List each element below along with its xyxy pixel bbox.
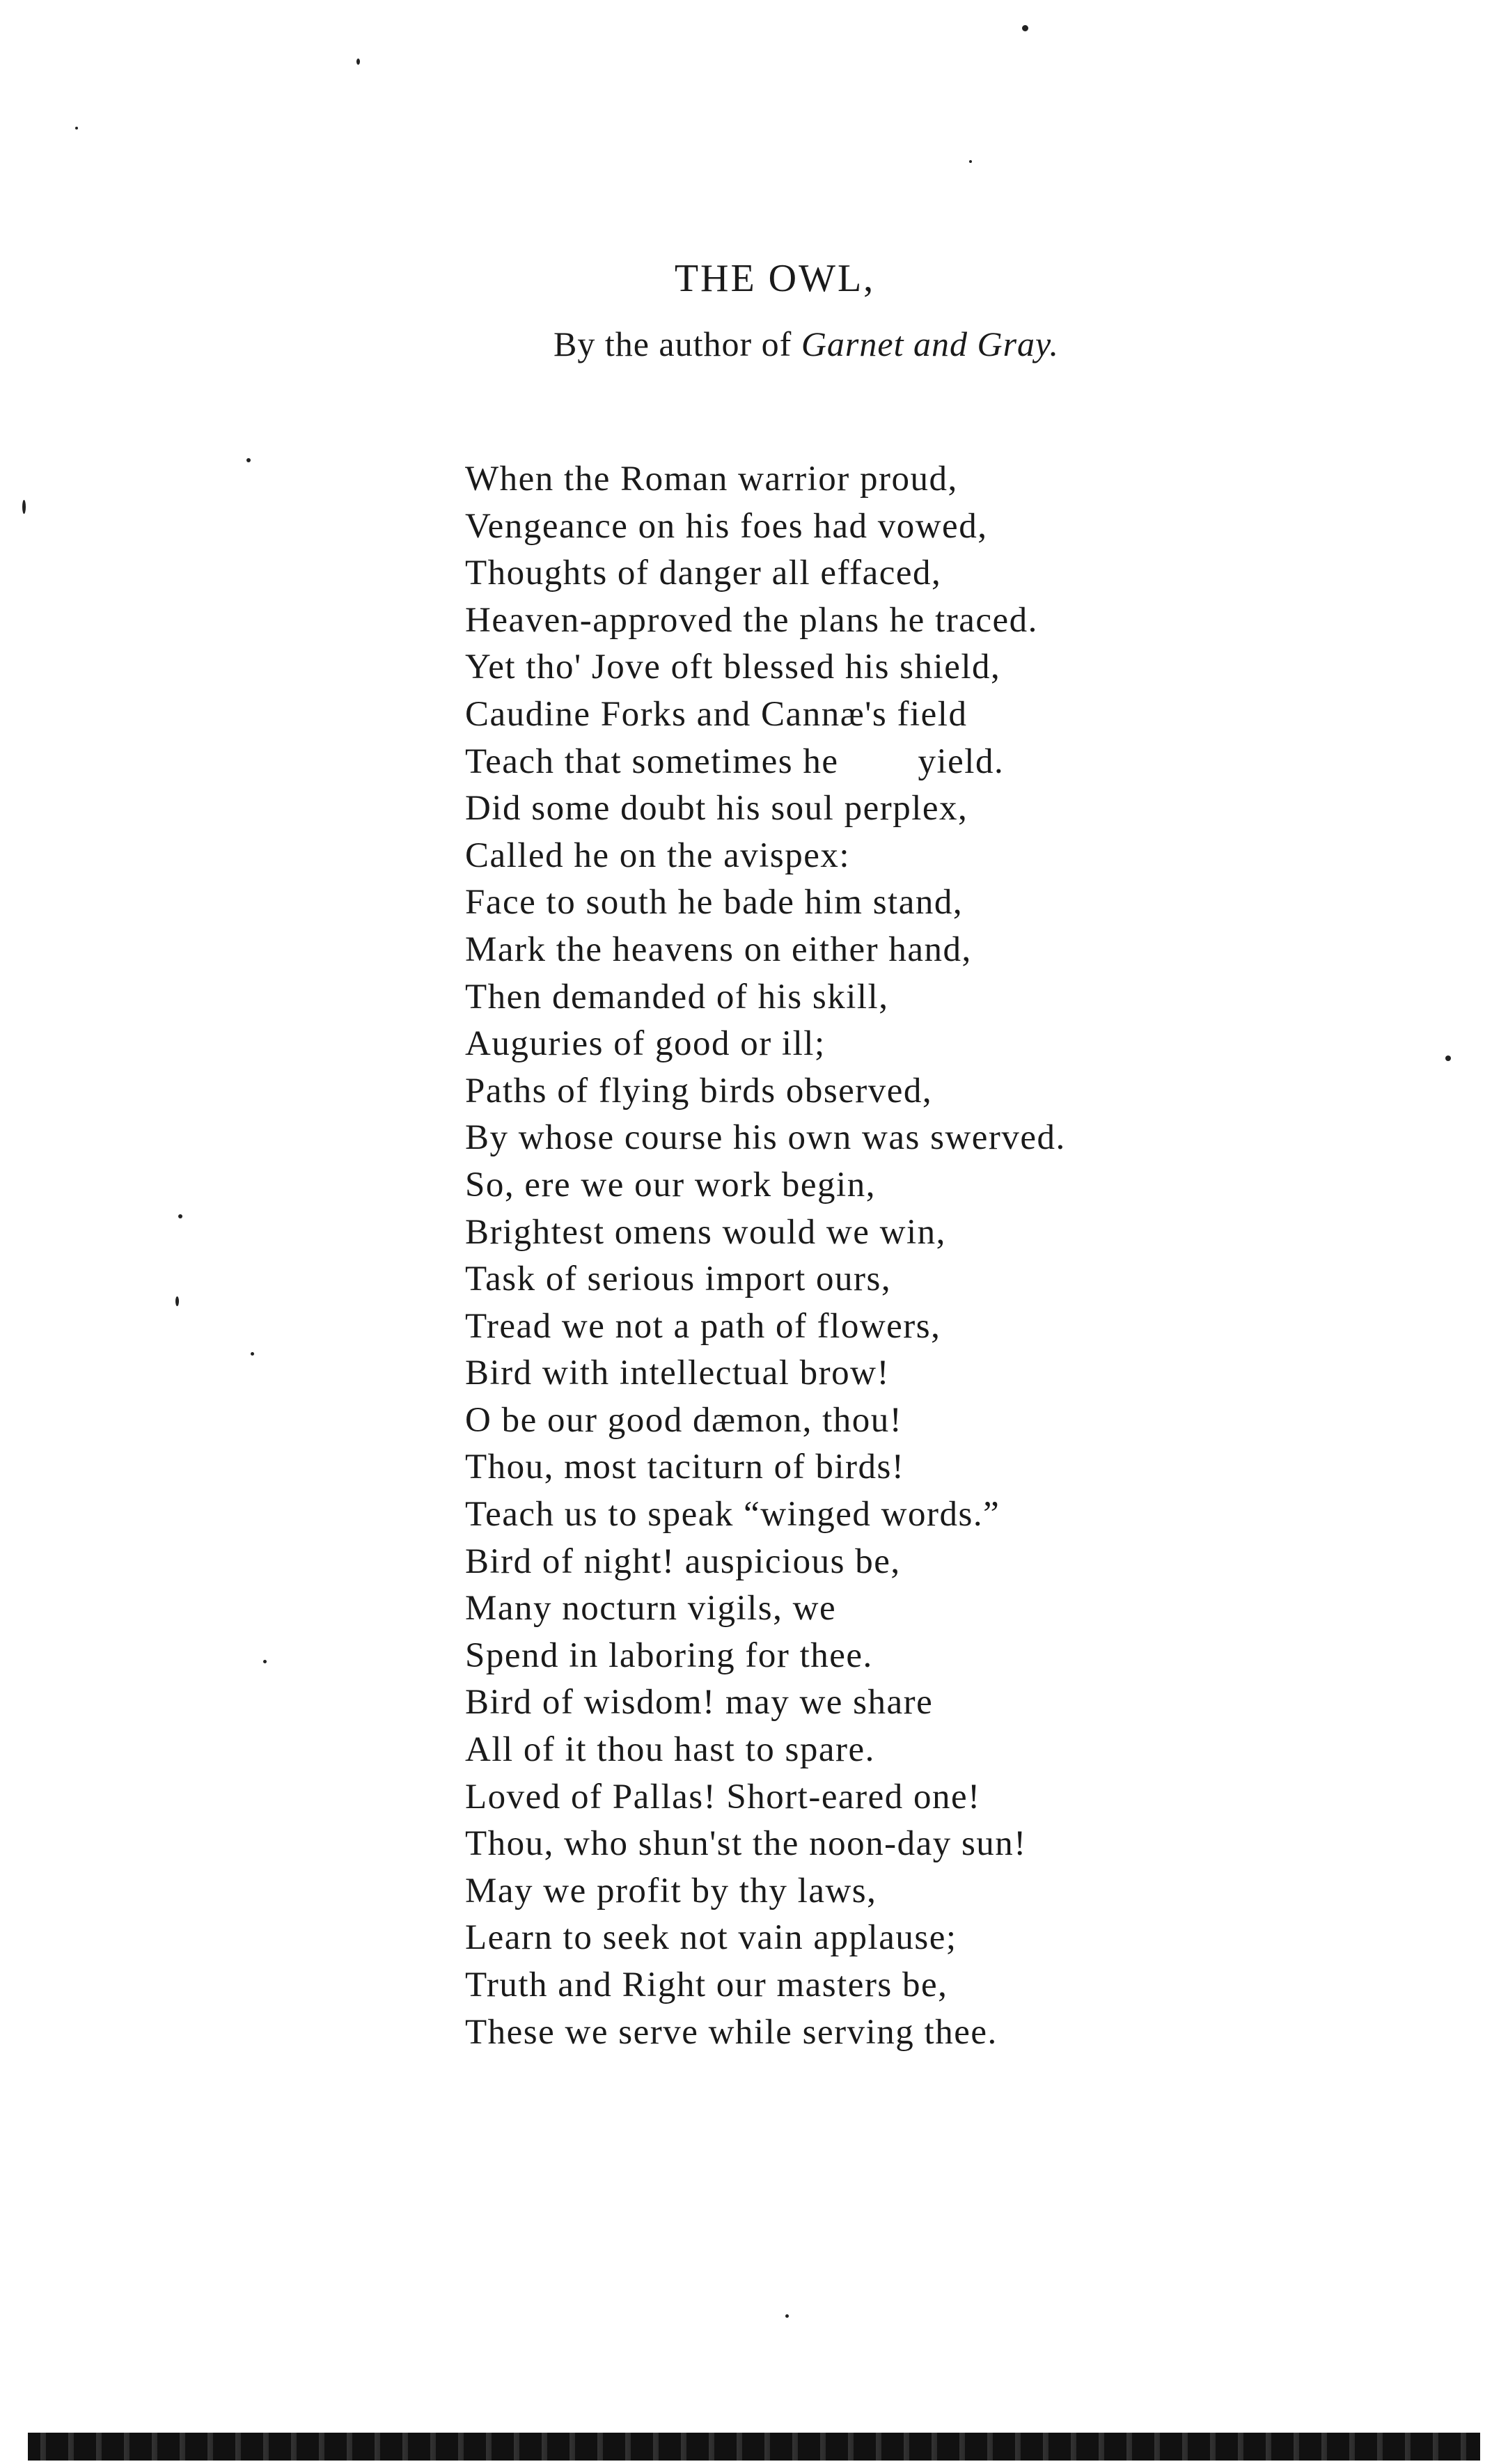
- poem-line: Teach us to speak “winged words.”: [465, 1495, 1000, 1535]
- poem-line: Called he on the avispex:: [465, 835, 851, 875]
- poem-line: Thou, most taciturn of birds!: [465, 1447, 905, 1487]
- poem-line: Yet tho' Jove oft blessed his shield,: [465, 648, 1001, 687]
- print-speck: [263, 1660, 267, 1663]
- poem-line: Many nocturn vigils, we: [465, 1589, 837, 1629]
- poem-line: Task of serious import ours,: [465, 1260, 892, 1299]
- poem-line: May we profit by thy laws,: [465, 1871, 877, 1910]
- print-speck: [251, 1352, 254, 1356]
- poem-line: Caudine Forks and Cannæ's field: [465, 694, 968, 734]
- poem-line: All of it thou hast to spare.: [465, 1730, 875, 1770]
- poem-line: Brightest omens would we win,: [465, 1212, 946, 1252]
- poem-line: Paths of flying birds observed,: [465, 1071, 933, 1111]
- poem-line: Vengeance on his foes had vowed,: [465, 506, 988, 546]
- poem-line: Auguries of good or ill;: [465, 1024, 826, 1064]
- page-bottom-edge: [28, 2433, 1480, 2461]
- print-speck: [969, 160, 972, 163]
- poem-line: O be our good dæmon, thou!: [465, 1400, 903, 1440]
- print-speck: [356, 58, 360, 65]
- poem-line: Did some doubt his soul perplex,: [465, 789, 968, 829]
- poem-line: Heaven-approved the plans he traced.: [465, 600, 1038, 640]
- poem-line: Spend in laboring for thee.: [465, 1635, 873, 1675]
- poem-line: Face to south he bade him stand,: [465, 883, 964, 923]
- poem-line: Loved of Pallas! Short-eared one!: [465, 1777, 981, 1816]
- poem-line: Thoughts of danger all effaced,: [465, 554, 942, 593]
- print-speck: [246, 458, 251, 462]
- poem-line: By whose course his own was swerved.: [465, 1118, 1066, 1158]
- print-speck: [178, 1214, 182, 1218]
- poem-line: Bird with intellectual brow!: [465, 1353, 890, 1393]
- poem-line: When the Roman warrior proud,: [465, 460, 958, 499]
- poem-body: [465, 456, 1066, 2056]
- byline-work-title: Garnet and Gray.: [801, 324, 1059, 363]
- poem-line: So, ere we our work begin,: [465, 1165, 876, 1204]
- poem-line: Tread we not a path of flowers,: [465, 1306, 941, 1346]
- poem-line: Learn to seek not vain applause;: [465, 1918, 957, 1958]
- print-speck: [785, 2314, 789, 2318]
- print-speck: [175, 1296, 179, 1306]
- byline: [0, 324, 1508, 364]
- poem-line: Then demanded of his skill,: [465, 977, 889, 1017]
- byline-prefix: By the author of: [553, 324, 792, 363]
- print-speck: [22, 500, 26, 514]
- poem-line: Teach that sometimes he yield.: [465, 741, 1005, 781]
- poem-line: Truth and Right our masters be,: [465, 1965, 948, 2004]
- print-speck: [1445, 1056, 1451, 1061]
- poem-line: Thou, who shun'st the noon-day sun!: [465, 1824, 1027, 1864]
- print-speck: [75, 127, 78, 130]
- poem-title: THE OWL,: [674, 257, 876, 300]
- poem-line: These we serve while serving thee.: [465, 2012, 998, 2052]
- print-speck: [1022, 25, 1028, 31]
- poem-line: Bird of wisdom! may we share: [465, 1683, 934, 1723]
- poem-line: Bird of night! auspicious be,: [465, 1541, 901, 1581]
- poem-line: Mark the heavens on either hand,: [465, 929, 972, 969]
